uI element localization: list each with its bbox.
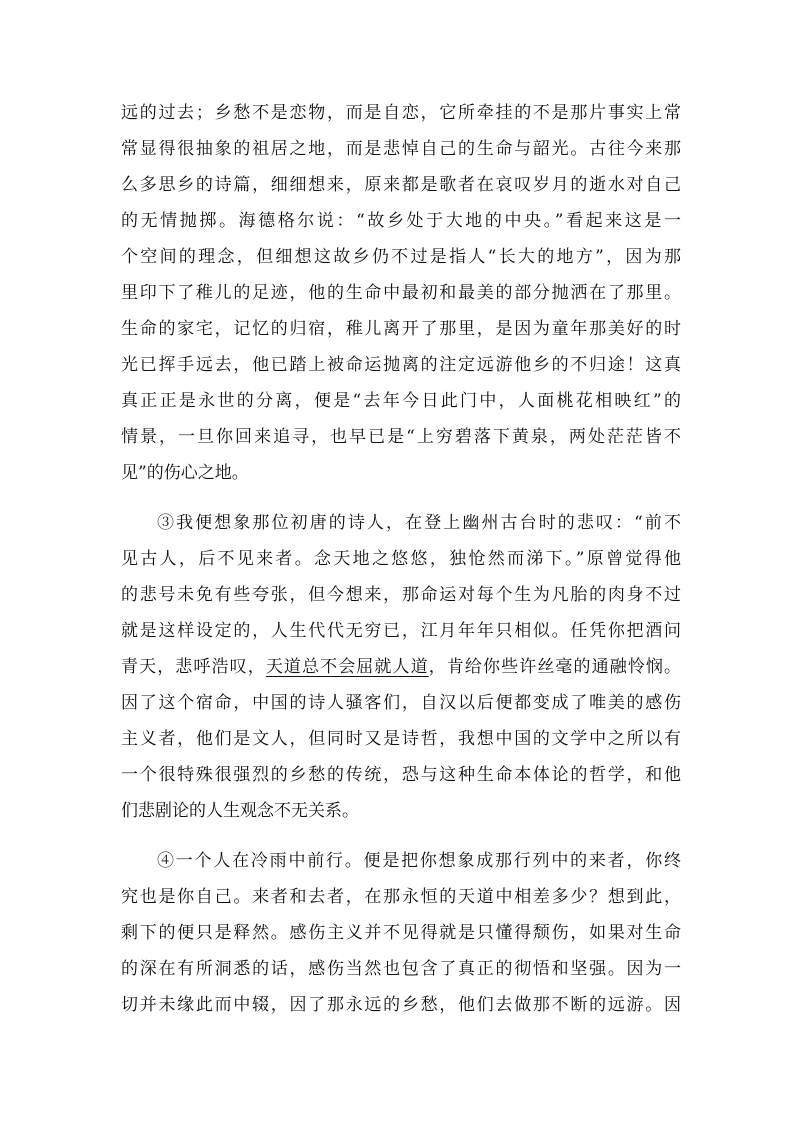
paragraph-spacing	[121, 491, 681, 505]
text-line: 光已挥手远去，他已踏上被命运抛离的注定远游他乡的不归途！这真	[121, 355, 681, 375]
text-line: ③我便想象那位初唐的诗人，在登上幽州古台时的悲叹：“前不	[157, 513, 681, 533]
paragraph-3	[121, 505, 681, 829]
text-line	[121, 649, 681, 685]
text-line: 一个很特殊很强烈的乡愁的传统，恐与这种生命本体论的哲学，和他	[121, 765, 681, 785]
text-line: 个空间的理念，但细想这故乡仍不过是指人“长大的地方”，因为那	[121, 247, 681, 267]
text-line: 主义者，他们是文人，但同时又是诗哲，我想中国的文学中之所以有	[121, 729, 681, 749]
text-line: 远的过去；乡愁不是恋物，而是自恋，它所牵挂的不是那片事实上常	[121, 103, 681, 123]
paragraph-2-continued	[121, 95, 681, 491]
text-line: 见”的伤心之地。	[121, 463, 249, 483]
text-line: ④一个人在冷雨中前行。便是把你想象成那行列中的来者，你终	[157, 851, 681, 871]
paragraph-spacing	[121, 829, 681, 843]
text-line: 常显得很抽象的祖居之地，而是悲悼自己的生命与韶光。古往今来那	[121, 139, 681, 159]
text-line: 生命的家宅，记忆的归宿，稚儿离开了那里，是因为童年那美好的时	[121, 319, 681, 339]
text-line: 真正正是永世的分离，便是“去年今日此门中，人面桃花相映红”的	[121, 391, 681, 411]
text-line: 剩下的便只是释然。感伤主义并不见得就是只懂得颓伤，如果对生命	[121, 923, 681, 943]
text-line: 见古人，后不见来者。念天地之悠悠，独怆然而涕下。”原曾觉得他	[121, 549, 681, 569]
text-segment: ，肯给你些许丝毫的通融怜悯。	[428, 657, 681, 677]
text-line: 切并未缘此而中辍，因了那永远的乡愁，他们去做那不断的远游。因	[121, 995, 681, 1015]
text-line: 的悲号未免有些夸张，但今想来，那命运对每个生为凡胎的肉身不过	[121, 585, 681, 605]
text-line: 情景，一旦你回来追寻，也早已是“上穷碧落下黄泉，两处茫茫皆不	[121, 427, 681, 447]
paragraph-4	[121, 843, 681, 1023]
text-line: 么多思乡的诗篇，细细想来，原来都是歌者在哀叹岁月的逝水对自己	[121, 175, 681, 195]
text-line: 究也是你自己。来者和去者，在那永恒的天道中相差多少？想到此，	[121, 887, 681, 907]
text-line: 里印下了稚儿的足迹，他的生命中最初和最美的部分抛洒在了那里。	[121, 283, 681, 303]
text-line: 就是这样设定的，人生代代无穷已，江月年年只相似。任凭你把酒问	[121, 621, 681, 641]
text-line: 的无情抛掷。海德格尔说：“故乡处于大地的中央。”看起来这是一	[121, 211, 681, 231]
text-line: 的深在有所洞悉的话，感伤当然也包含了真正的彻悟和坚强。因为一	[121, 959, 681, 979]
text-line: 因了这个宿命，中国的诗人骚客们，自汉以后便都变成了唯美的感伤	[121, 693, 681, 713]
document-page	[121, 95, 681, 1023]
text-line: 们悲剧论的人生观念不无关系。	[121, 801, 359, 821]
text-segment: 青天，悲呼浩叹，	[121, 657, 266, 677]
underlined-phrase: 天道总不会屈就人道	[265, 657, 429, 677]
